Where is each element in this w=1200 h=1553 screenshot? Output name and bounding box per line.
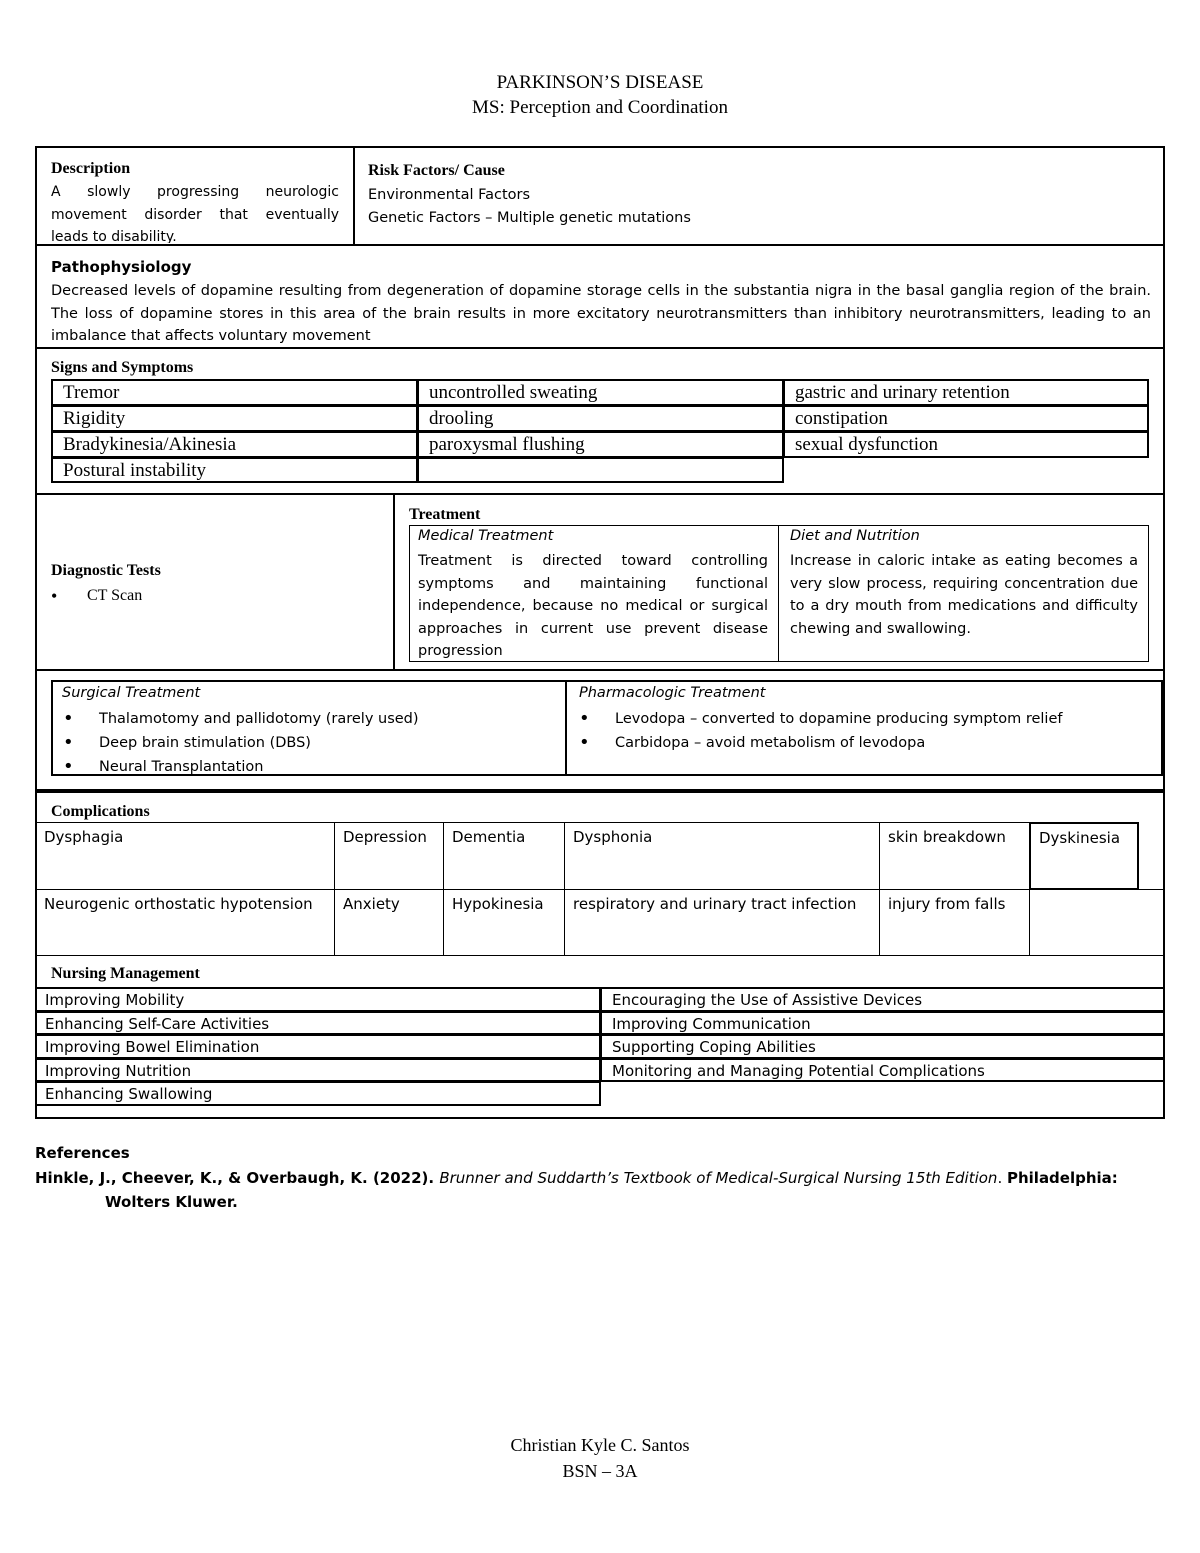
surgical-item: • Deep brain stimulation (DBS) <box>53 731 563 755</box>
description-heading: Description <box>51 160 131 177</box>
pharmacologic-treatment-heading: Pharmacologic Treatment <box>579 685 766 701</box>
complication-cell: Anxiety <box>334 889 444 956</box>
medical-treatment-text: Treatment is directed toward controlling symptoms and maintaining functional independence, because no medical or surgical approaches in current use prevent disease progression <box>418 553 768 659</box>
pharmacologic-treatment-list <box>569 707 1159 755</box>
surgical-treatment-heading: Surgical Treatment <box>62 685 201 701</box>
symptom-cell: Tremor <box>51 379 418 406</box>
nursing-item: Improving Bowel Elimination <box>35 1034 601 1059</box>
diagnostic-tests-list <box>41 585 381 608</box>
pathophysiology-heading: Pathophysiology <box>51 258 192 276</box>
pathophysiology-box <box>35 244 1165 349</box>
medical-treatment-box <box>409 525 779 662</box>
description-box <box>35 146 355 246</box>
symptom-cell: uncontrolled sweating <box>417 379 784 406</box>
complications-heading: Complications <box>51 803 150 820</box>
nursing-item: Improving Mobility <box>35 987 601 1012</box>
risk-factor-item: Genetic Factors – Multiple genetic mutations <box>368 210 691 226</box>
diet-nutrition-heading: Diet and Nutrition <box>790 528 920 544</box>
surgical-item: • Thalamotomy and pallidotomy (rarely used) <box>53 707 563 731</box>
author-name: Christian Kyle C. Santos <box>510 1435 690 1455</box>
nursing-item: Monitoring and Managing Potential Complications <box>600 1058 1165 1083</box>
nursing-item: Encouraging the Use of Assistive Devices <box>600 987 1165 1012</box>
references-heading: References <box>35 1144 130 1162</box>
diet-nutrition-box <box>778 525 1149 662</box>
pathophysiology-text: Decreased levels of dopamine resulting from degeneration of dopamine storage cells in the substantia nigra in the basal ganglia region of the brain. The loss of dopamine stores in this area of the brain results in more excitatory neurotransmitters than inhibitory neurotransmitters, leading to an imbalance that affects voluntary movement <box>51 283 1151 344</box>
nursing-item: Supporting Coping Abilities <box>600 1034 1165 1059</box>
reference-separator: . <box>997 1169 1007 1187</box>
document-subtitle: MS: Perception and Coordination <box>472 97 728 118</box>
complication-cell: Hypokinesia <box>443 889 565 956</box>
diagnostic-tests-heading: Diagnostic Tests <box>51 562 161 579</box>
nursing-item: Improving Nutrition <box>35 1058 601 1083</box>
surgical-item: • Neural Transplantation <box>53 755 563 779</box>
complication-cell: skin breakdown <box>879 822 1030 890</box>
symptom-cell: Rigidity <box>51 405 418 432</box>
symptom-cell: gastric and urinary retention <box>783 379 1149 406</box>
nursing-item: Enhancing Swallowing <box>35 1081 601 1106</box>
diagnostic-tests-box <box>35 493 395 671</box>
symptom-cell: Postural instability <box>51 457 418 483</box>
reference-authors: Hinkle, J., Cheever, K., & Overbaugh, K. (2022). <box>35 1169 440 1187</box>
nursing-item: Improving Communication <box>600 1011 1165 1036</box>
diagnostic-test-item: • CT Scan <box>41 585 381 608</box>
nursing-management-heading: Nursing Management <box>51 965 200 982</box>
symptom-cell: drooling <box>417 405 784 432</box>
pharmacologic-item: • Carbidopa – avoid metabolism of levodopa <box>569 731 1159 755</box>
complication-cell: injury from falls <box>879 889 1030 956</box>
complication-cell: Dyskinesia <box>1029 822 1139 890</box>
reference-publisher: Philadelphia: Wolters Kluwer. <box>105 1169 1118 1211</box>
complication-cell: Depression <box>334 822 444 890</box>
symptom-cell: constipation <box>783 405 1149 432</box>
risk-factors-box <box>353 146 1165 246</box>
description-text: A slowly progressing neurologic movement disorder that eventually leads to disability. <box>51 184 339 243</box>
symptom-cell: sexual dysfunction <box>783 431 1149 458</box>
medical-treatment-heading: Medical Treatment <box>418 528 554 544</box>
symptom-cell: Bradykinesia/Akinesia <box>51 431 418 458</box>
complication-cell: Dysphagia <box>35 822 335 890</box>
complication-cell: Dementia <box>443 822 565 890</box>
risk-factors-heading: Risk Factors/ Cause <box>368 162 505 179</box>
diet-nutrition-text: Increase in caloric intake as eating becomes a very slow process, requiring concentration due to a dry mouth from medications and difficulty chewing and swallowing. <box>790 553 1138 637</box>
signs-symptoms-heading: Signs and Symptoms <box>51 359 194 376</box>
surgical-treatment-list <box>53 707 563 779</box>
reference-book: Brunner and Suddarth’s Textbook of Medical-Surgical Nursing 15th Edition <box>439 1169 998 1187</box>
reference-entry <box>35 1166 1170 1214</box>
complication-cell: Neurogenic orthostatic hypotension <box>35 889 335 956</box>
pharmacologic-treatment-box <box>565 680 1163 776</box>
author-section: BSN – 3A <box>562 1461 638 1481</box>
risk-factor-item: Environmental Factors <box>368 187 531 203</box>
treatment-heading: Treatment <box>409 506 481 523</box>
complication-cell: respiratory and urinary tract infection <box>564 889 880 956</box>
surgical-treatment-box <box>51 680 567 776</box>
symptom-cell <box>417 457 784 483</box>
symptom-cell: paroxysmal flushing <box>417 431 784 458</box>
nursing-item: Enhancing Self-Care Activities <box>35 1011 601 1036</box>
pharmacologic-item: • Levodopa – converted to dopamine producing symptom relief <box>569 707 1159 731</box>
complication-cell: Dysphonia <box>564 822 880 890</box>
document-title: PARKINSON’S DISEASE <box>496 72 704 93</box>
complication-cell <box>1029 889 1165 956</box>
